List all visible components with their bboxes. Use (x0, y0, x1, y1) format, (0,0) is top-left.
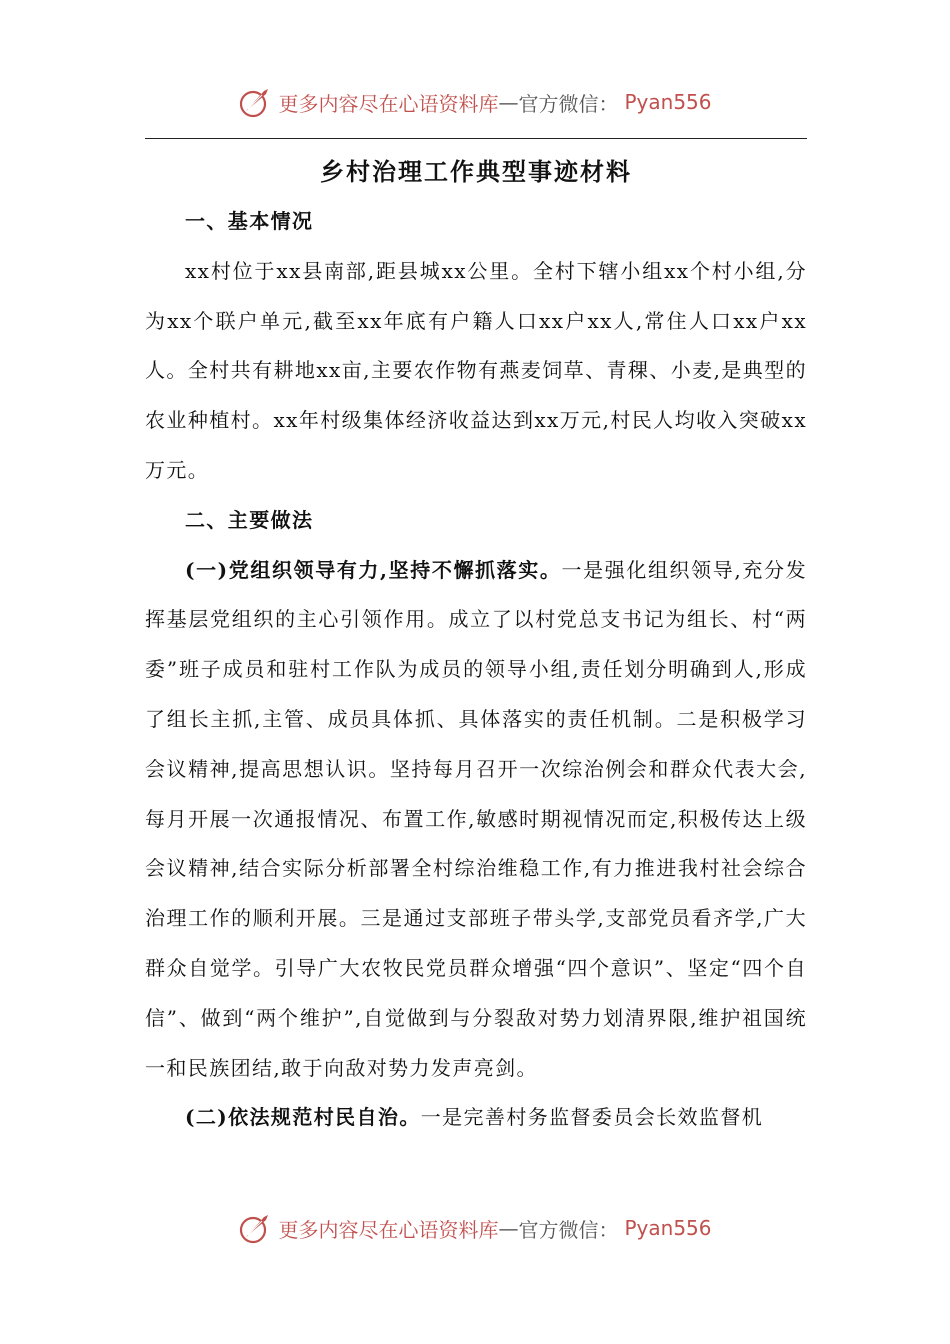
footer-banner-separator: — (498, 1216, 519, 1240)
paragraph-basic-info: xx村位于xx县南部,距县城xx公里。全村下辖小组xx个村小组,分为xx个联户单元,截至xx年底有户籍人口xx户xx人,常住人口xx户xx人。全村共有耕地xx亩,主要农作物有燕麦饲草、青稞、小麦,是典型的农业种植村。xx年村级集体经济收益达到xx万元,村民人均收入突破xx万元。 (145, 258, 807, 482)
header-banner (0, 82, 950, 122)
section-heading-main-practices: 二、主要做法 (185, 507, 314, 532)
section-heading-basic-info: 一、基本情况 (185, 209, 314, 233)
paragraph-village-autonomy (145, 1093, 807, 1143)
document-title: 乡村治理工作典型事迹材料 (320, 157, 632, 186)
footer-banner-wechat-label: 官方微信： (518, 1217, 619, 1242)
paragraph-party-leadership (145, 546, 807, 1094)
footer-banner (0, 1208, 950, 1248)
header-banner-text: 更多内容尽在心语资料库 (278, 91, 499, 116)
header-banner-separator: — (498, 90, 519, 114)
quill-pen-logo-icon (238, 1211, 272, 1245)
lead-village-autonomy: (二)依法规范村民自治。 (185, 1105, 421, 1130)
body-village-autonomy: 一是完善村务监督委员会长效监督机 (420, 1105, 764, 1130)
document-body (145, 197, 807, 1143)
quill-pen-logo-icon (238, 85, 272, 119)
body-party-leadership: 一是强化组织领导,充分发挥基层党组织的主心引领作用。成立了以村党总支书记为组长、村“两委”班子成员和驻村工作队为成员的领导小组,责任划分明确到人,形成了组长主抓,主管、成员具体抓、具体落实的责任机制。二是积极学习会议精神,提高思想认识。坚持每月召开一次综治例会和群众代表大会,每月开展一次通报情况、布置工作,敏感时期视情况而定,积极传达上级会议精神,结合实际分析部署全村综治维稳工作,有力推进我村社会综合治理工作的顺利开展。三是通过支部班子带头学,支部党员看齐学,广大群众自觉学。引导广大农牧民党员群众增强“四个意识”、坚定“四个自信”、做到“两个维护”,自觉做到与分裂敌对势力划清界限,维护祖国统一和民族团结,敢于向敌对势力发声亮剑。 (145, 557, 807, 1080)
footer-banner-wechat-id: Pyan556 (624, 1216, 712, 1240)
header-banner-wechat-label: 官方微信： (518, 91, 619, 116)
header-banner-wechat-id: Pyan556 (624, 90, 712, 114)
footer-banner-text: 更多内容尽在心语资料库 (278, 1217, 499, 1242)
header-divider (145, 138, 807, 139)
lead-party-leadership: (一)党组织领导有力,坚持不懈抓落实。 (185, 557, 562, 582)
